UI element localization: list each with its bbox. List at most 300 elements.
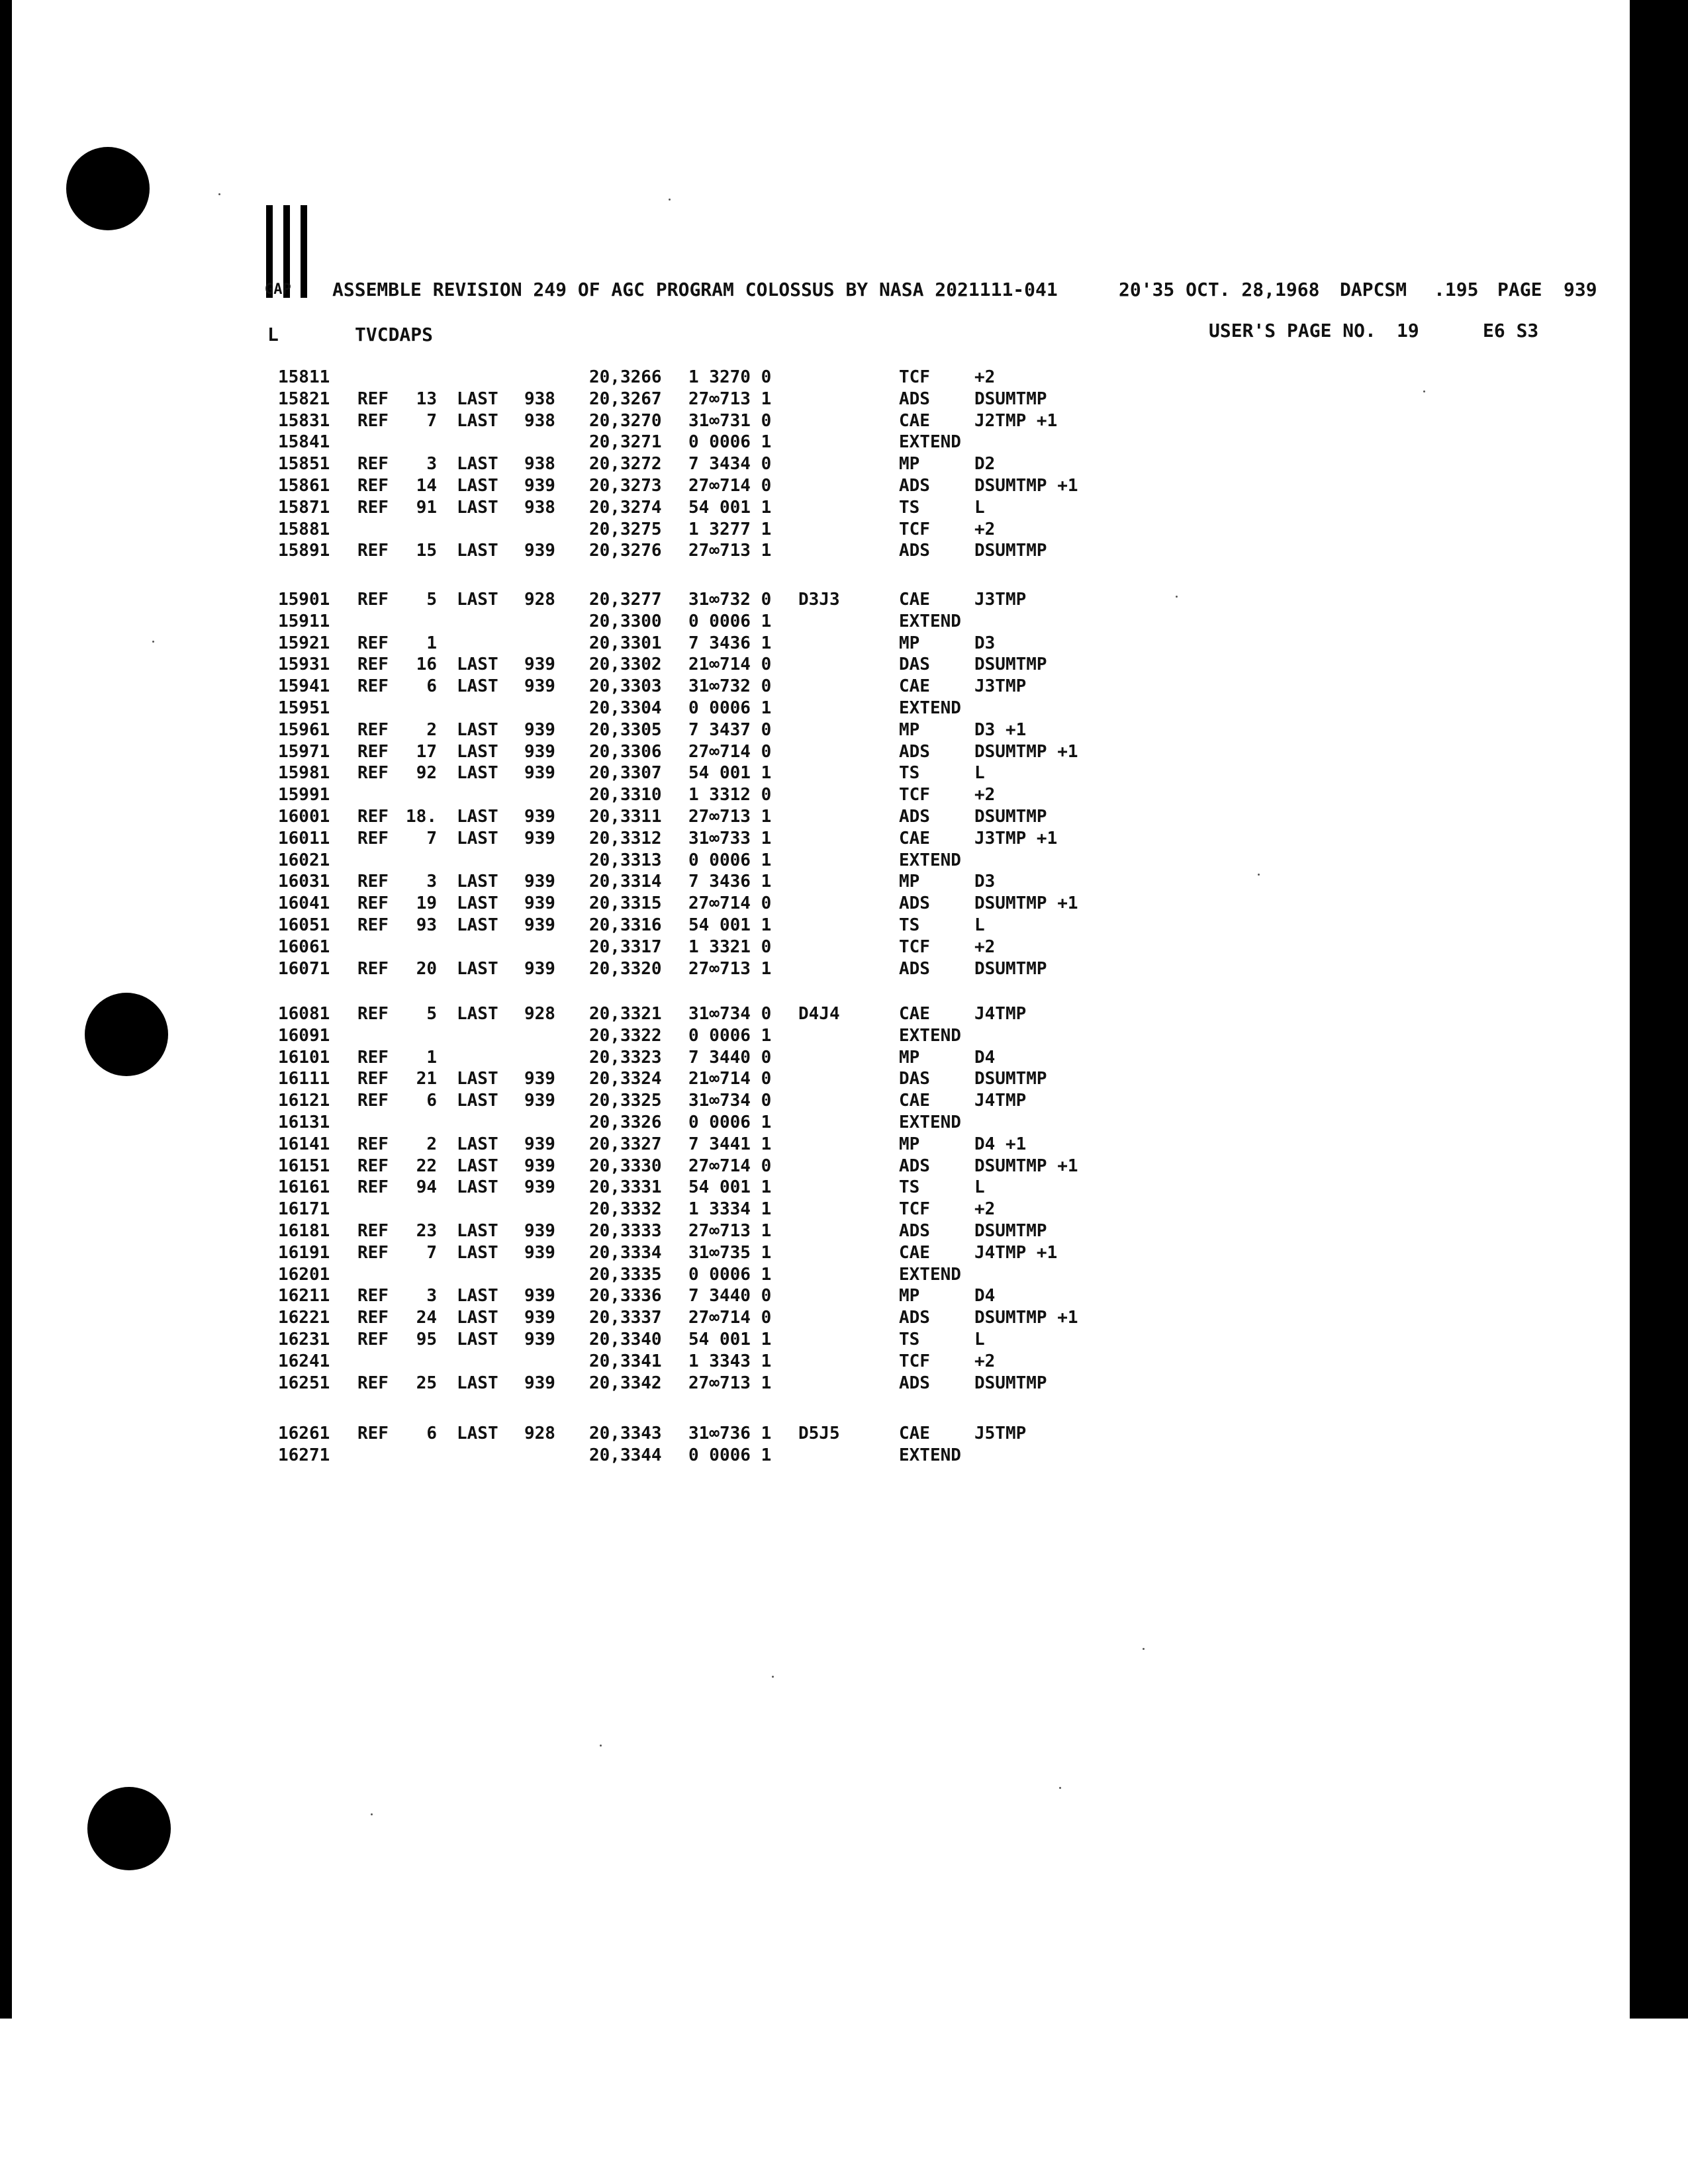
cell-addr: 20,3323 [589, 1047, 662, 1068]
cell-refn: 21 [416, 1069, 437, 1089]
cell-operand: DSUMTMP [974, 541, 1047, 561]
listing-row [0, 1112, 1125, 1133]
cell-addr: 20,3270 [589, 410, 662, 431]
cell-seq: 15921 [278, 633, 330, 653]
cell-operand: D4 [974, 1047, 996, 1068]
cell-last: LAST [457, 1221, 498, 1241]
cell-seq: 15891 [278, 541, 330, 561]
cell-lastn: 939 [524, 1286, 555, 1306]
cell-op: TCF [899, 519, 930, 539]
cell-operand: DSUMTMP [974, 807, 1047, 827]
cell-label: D5J5 [798, 1424, 840, 1443]
cell-seq: 15821 [278, 388, 330, 409]
cell-last: LAST [457, 763, 498, 784]
cell-operand: +2 [974, 785, 996, 805]
cell-refn: 5 [426, 1004, 437, 1024]
cell-last: LAST [457, 1330, 498, 1349]
cell-seq: 16211 [278, 1286, 330, 1306]
cell-code: 0 0006 1 [688, 1025, 772, 1046]
cell-addr: 20,3275 [589, 519, 662, 539]
listing-row [0, 676, 1125, 697]
listing-row [0, 915, 1125, 936]
cell-code: 27∞713 1 [688, 388, 772, 409]
cell-last: LAST [457, 541, 498, 561]
cell-last: LAST [457, 655, 498, 675]
cell-code: 31∞732 0 [688, 590, 772, 610]
page-label: PAGE [1497, 279, 1542, 300]
cell-operand: DSUMTMP [974, 1373, 1047, 1393]
listing-row [0, 1156, 1125, 1177]
cell-op: EXTEND [899, 611, 961, 631]
cell-code: 7 3436 1 [688, 633, 772, 653]
cell-operand: D3 [974, 633, 996, 653]
cell-code: 27∞713 1 [688, 1373, 772, 1393]
cell-op: TCF [899, 1351, 930, 1371]
cell-last: LAST [457, 719, 498, 740]
listing-row [0, 1199, 1125, 1220]
cell-code: 21∞714 0 [688, 1069, 772, 1089]
binder-hole-top [66, 147, 150, 230]
listing-row [0, 719, 1125, 741]
cell-addr: 20,3273 [589, 476, 662, 496]
cell-last: LAST [457, 1424, 498, 1443]
cell-code: 0 0006 1 [688, 1264, 772, 1285]
cell-ref: REF [357, 893, 389, 914]
cell-addr: 20,3302 [589, 655, 662, 675]
cell-op: TCF [899, 936, 930, 957]
cell-seq: 16261 [278, 1424, 330, 1443]
cell-seq: 16121 [278, 1091, 330, 1111]
cell-code: 31∞732 0 [688, 676, 772, 697]
cell-seq: 16061 [278, 936, 330, 957]
listing-row [0, 1445, 1125, 1466]
cell-lastn: 939 [524, 1373, 555, 1393]
cell-last: LAST [457, 1091, 498, 1111]
cell-refn: 20 [416, 958, 437, 979]
cell-refn: 3 [426, 454, 437, 475]
cell-lastn: 938 [524, 497, 555, 518]
scan-margin-bottom [0, 2019, 1688, 2184]
cell-refn: 3 [426, 1286, 437, 1306]
listing-row [0, 654, 1125, 675]
cell-lastn: 928 [524, 1004, 555, 1024]
cell-addr: 20,3335 [589, 1264, 662, 1285]
cell-refn: 94 [416, 1177, 437, 1198]
cell-code: 0 0006 1 [688, 850, 772, 870]
cell-op: ADS [899, 1373, 930, 1393]
listing-row [0, 589, 1125, 610]
cell-addr: 20,3344 [589, 1445, 662, 1465]
cell-refn: 16 [416, 655, 437, 675]
cell-seq: 16271 [278, 1445, 330, 1465]
cell-code: 31∞734 0 [688, 1091, 772, 1111]
cell-seq: 15811 [278, 367, 330, 387]
listing-row [0, 432, 1125, 453]
cell-code: 21∞714 0 [688, 655, 772, 675]
cell-last: LAST [457, 872, 498, 892]
cell-addr: 20,3342 [589, 1373, 662, 1393]
cell-addr: 20,3272 [589, 454, 662, 475]
cell-lastn: 939 [524, 476, 555, 496]
cell-addr: 20,3307 [589, 763, 662, 784]
cell-last: LAST [457, 454, 498, 475]
cell-ref: REF [357, 454, 389, 475]
cell-addr: 20,3300 [589, 611, 662, 631]
cell-code: 27∞713 1 [688, 807, 772, 827]
cell-refn: 19 [416, 893, 437, 914]
cell-refn: 6 [426, 1424, 437, 1443]
cell-ref: REF [357, 1047, 389, 1068]
cell-lastn: 939 [524, 541, 555, 561]
sheet-code: E6 S3 [1483, 320, 1539, 341]
cell-operand: J3TMP [974, 676, 1027, 697]
cell-lastn: 939 [524, 655, 555, 675]
cell-last: LAST [457, 1069, 498, 1089]
gap-mark: GAP [265, 281, 291, 298]
listing-row [0, 741, 1125, 762]
cell-operand: DSUMTMP [974, 1069, 1047, 1089]
cell-last: LAST [457, 590, 498, 610]
listing-row [0, 1329, 1125, 1350]
cell-last: LAST [457, 1373, 498, 1393]
cell-seq: 16201 [278, 1264, 330, 1285]
cell-ref: REF [357, 655, 389, 675]
cell-ref: REF [357, 476, 389, 496]
cell-last: LAST [457, 1004, 498, 1024]
cell-code: 0 0006 1 [688, 611, 772, 631]
cell-lastn: 928 [524, 590, 555, 610]
cell-last: LAST [457, 476, 498, 496]
cell-op: TS [899, 763, 920, 784]
cell-refn: 5 [426, 590, 437, 610]
cell-seq: 15931 [278, 655, 330, 675]
cell-addr: 20,3311 [589, 807, 662, 827]
revision: .195 [1434, 279, 1479, 300]
cell-code: 31∞736 1 [688, 1424, 772, 1443]
listing-row [0, 519, 1125, 540]
cell-seq: 16081 [278, 1004, 330, 1024]
cell-seq: 16191 [278, 1242, 330, 1263]
cell-last: LAST [457, 497, 498, 518]
cell-ref: REF [357, 388, 389, 409]
cell-op: ADS [899, 893, 930, 914]
cell-op: EXTEND [899, 432, 961, 453]
cell-code: 31∞731 0 [688, 410, 772, 431]
cell-code: 27∞714 0 [688, 476, 772, 496]
cell-addr: 20,3305 [589, 719, 662, 740]
cell-refn: 1 [426, 1047, 437, 1068]
cell-code: 31∞735 1 [688, 1242, 772, 1263]
cell-operand: L [974, 1177, 985, 1198]
listing-row [0, 698, 1125, 719]
cell-addr: 20,3337 [589, 1308, 662, 1328]
cell-seq: 16071 [278, 958, 330, 979]
cell-refn: 17 [416, 741, 437, 762]
page-number: 939 [1564, 279, 1597, 300]
cell-refn: 2 [426, 1134, 437, 1154]
cell-operand: D4 +1 [974, 1134, 1027, 1154]
cell-last: LAST [457, 388, 498, 409]
cell-addr: 20,3333 [589, 1221, 662, 1241]
cell-op: TCF [899, 1199, 930, 1220]
cell-addr: 20,3312 [589, 828, 662, 848]
cell-code: 31∞733 1 [688, 828, 772, 848]
log-section: TVCDAPS [355, 324, 434, 345]
cell-op: CAE [899, 410, 930, 431]
listing-row [0, 453, 1125, 475]
cell-operand: D3 [974, 872, 996, 892]
cell-addr: 20,3317 [589, 936, 662, 957]
cell-operand: DSUMTMP [974, 958, 1047, 979]
listing-row [0, 1285, 1125, 1306]
cell-lastn: 928 [524, 1424, 555, 1443]
cell-code: 1 3312 0 [688, 785, 772, 805]
cell-seq: 16041 [278, 893, 330, 914]
cell-lastn: 939 [524, 763, 555, 784]
cell-last: LAST [457, 893, 498, 914]
cell-op: ADS [899, 1221, 930, 1241]
listing-row [0, 762, 1125, 784]
cell-addr: 20,3301 [589, 633, 662, 653]
cell-seq: 15951 [278, 698, 330, 718]
cell-ref: REF [357, 1242, 389, 1263]
cell-op: EXTEND [899, 1445, 961, 1465]
listing-row [0, 936, 1125, 958]
cell-op: MP [899, 719, 920, 740]
cell-op: ADS [899, 541, 930, 561]
listing-row [0, 1351, 1125, 1372]
cell-lastn: 939 [524, 893, 555, 914]
cell-operand: J4TMP [974, 1091, 1027, 1111]
cell-ref: REF [357, 958, 389, 979]
cell-op: ADS [899, 1156, 930, 1176]
cell-lastn: 939 [524, 807, 555, 827]
cell-op: CAE [899, 590, 930, 610]
cell-addr: 20,3327 [589, 1134, 662, 1154]
cell-addr: 20,3330 [589, 1156, 662, 1176]
cell-addr: 20,3332 [589, 1199, 662, 1220]
listing-row [0, 1307, 1125, 1328]
cell-addr: 20,3274 [589, 497, 662, 518]
cell-code: 1 3334 1 [688, 1199, 772, 1220]
listing-row [0, 475, 1125, 496]
cell-last: LAST [457, 1308, 498, 1328]
cell-addr: 20,3271 [589, 432, 662, 453]
cell-refn: 23 [416, 1221, 437, 1241]
cell-refn: 91 [416, 497, 437, 518]
cell-lastn: 939 [524, 958, 555, 979]
cell-op: CAE [899, 1242, 930, 1263]
cell-code: 27∞714 0 [688, 1156, 772, 1176]
cell-seq: 16241 [278, 1351, 330, 1371]
cell-op: TS [899, 497, 920, 518]
cell-addr: 20,3325 [589, 1091, 662, 1111]
cell-seq: 16231 [278, 1330, 330, 1349]
cell-lastn: 939 [524, 1330, 555, 1349]
listing-row [0, 367, 1125, 388]
cell-op: ADS [899, 476, 930, 496]
cell-seq: 15841 [278, 432, 330, 453]
cell-seq: 16161 [278, 1177, 330, 1198]
cell-operand: DSUMTMP +1 [974, 476, 1078, 496]
cell-operand: D4 [974, 1286, 996, 1306]
cell-operand: L [974, 763, 985, 784]
cell-op: EXTEND [899, 698, 961, 718]
cell-ref: REF [357, 590, 389, 610]
cell-seq: 15941 [278, 676, 330, 697]
cell-addr: 20,3340 [589, 1330, 662, 1349]
cell-addr: 20,3306 [589, 741, 662, 762]
user-page-number: 19 [1397, 320, 1419, 341]
cell-seq: 15991 [278, 785, 330, 805]
cell-label: D4J4 [798, 1004, 840, 1024]
listing-row [0, 497, 1125, 518]
cell-last: LAST [457, 915, 498, 935]
cell-operand: DSUMTMP [974, 655, 1047, 675]
cell-code: 54 001 1 [688, 1330, 772, 1349]
cell-refn: 22 [416, 1156, 437, 1176]
listing-row [0, 1423, 1125, 1444]
cell-lastn: 939 [524, 1177, 555, 1198]
cell-seq: 15871 [278, 497, 330, 518]
cell-refn: 2 [426, 719, 437, 740]
cell-ref: REF [357, 1221, 389, 1241]
cell-operand: +2 [974, 367, 996, 387]
cell-code: 1 3270 0 [688, 367, 772, 387]
cell-code: 54 001 1 [688, 497, 772, 518]
cell-refn: 93 [416, 915, 437, 935]
cell-refn: 25 [416, 1373, 437, 1393]
listing-row [0, 1220, 1125, 1242]
cell-addr: 20,3324 [589, 1069, 662, 1089]
cell-addr: 20,3315 [589, 893, 662, 914]
cell-op: CAE [899, 1424, 930, 1443]
cell-code: 27∞713 1 [688, 1221, 772, 1241]
cell-ref: REF [357, 410, 389, 431]
cell-seq: 16051 [278, 915, 330, 935]
cell-ref: REF [357, 1308, 389, 1328]
listing-row [0, 540, 1125, 561]
cell-refn: 14 [416, 476, 437, 496]
cell-op: MP [899, 1047, 920, 1068]
cell-last: LAST [457, 1177, 498, 1198]
cell-refn: 7 [426, 410, 437, 431]
cell-code: 0 0006 1 [688, 698, 772, 718]
cell-op: TCF [899, 367, 930, 387]
cell-ref: REF [357, 1330, 389, 1349]
listing-row [0, 611, 1125, 632]
cell-seq: 16101 [278, 1047, 330, 1068]
cell-seq: 16111 [278, 1069, 330, 1089]
cell-addr: 20,3331 [589, 1177, 662, 1198]
cell-addr: 20,3266 [589, 367, 662, 387]
cell-ref: REF [357, 676, 389, 697]
cell-refn: 24 [416, 1308, 437, 1328]
cell-addr: 20,3341 [589, 1351, 662, 1371]
cell-lastn: 938 [524, 454, 555, 475]
cell-lastn: 938 [524, 388, 555, 409]
cell-ref: REF [357, 915, 389, 935]
cell-code: 1 3277 1 [688, 519, 772, 539]
cell-seq: 16001 [278, 807, 330, 827]
cell-lastn: 939 [524, 1221, 555, 1241]
cell-seq: 15901 [278, 590, 330, 610]
cell-op: DAS [899, 655, 930, 675]
cell-code: 7 3436 1 [688, 872, 772, 892]
cell-code: 54 001 1 [688, 1177, 772, 1198]
cell-operand: J2TMP +1 [974, 410, 1058, 431]
cell-seq: 15881 [278, 519, 330, 539]
cell-ref: REF [357, 541, 389, 561]
cell-ref: REF [357, 828, 389, 848]
listing-row [0, 388, 1125, 410]
cell-addr: 20,3316 [589, 915, 662, 935]
cell-seq: 15961 [278, 719, 330, 740]
cell-addr: 20,3276 [589, 541, 662, 561]
listing-row [0, 1242, 1125, 1263]
listing-row [0, 893, 1125, 914]
listing-row [0, 871, 1125, 892]
listing-row [0, 1025, 1125, 1046]
timestamp: 20'35 OCT. 28,1968 [1119, 279, 1320, 300]
cell-lastn: 939 [524, 1308, 555, 1328]
listing-row [0, 1264, 1125, 1285]
cell-lastn: 939 [524, 1091, 555, 1111]
cell-refn: 18. [406, 807, 437, 827]
cell-lastn: 939 [524, 1134, 555, 1154]
listing-row [0, 1134, 1125, 1155]
cell-code: 7 3440 0 [688, 1286, 772, 1306]
cell-lastn: 939 [524, 676, 555, 697]
cell-code: 1 3321 0 [688, 936, 772, 957]
cell-label: D3J3 [798, 590, 840, 610]
listing-row [0, 633, 1125, 654]
cell-op: MP [899, 1286, 920, 1306]
listing-row [0, 1047, 1125, 1068]
cell-op: CAE [899, 676, 930, 697]
cell-seq: 16221 [278, 1308, 330, 1328]
cell-seq: 16181 [278, 1221, 330, 1241]
cell-op: TS [899, 915, 920, 935]
cell-last: LAST [457, 1242, 498, 1263]
cell-addr: 20,3277 [589, 590, 662, 610]
scan-edge-right [1630, 0, 1688, 2019]
cell-op: EXTEND [899, 1113, 961, 1132]
cell-seq: 16091 [278, 1025, 330, 1046]
cell-operand: DSUMTMP +1 [974, 1308, 1078, 1328]
cell-refn: 1 [426, 633, 437, 653]
cell-addr: 20,3304 [589, 698, 662, 718]
user-page-label: USER'S PAGE NO. [1209, 320, 1376, 341]
cell-operand: L [974, 497, 985, 518]
cell-code: 7 3434 0 [688, 454, 772, 475]
cell-op: MP [899, 1134, 920, 1154]
listing-row [0, 850, 1125, 871]
cell-code: 0 0006 1 [688, 1445, 772, 1465]
cell-code: 27∞714 0 [688, 893, 772, 914]
cell-ref: REF [357, 741, 389, 762]
cell-seq: 16031 [278, 872, 330, 892]
cell-op: CAE [899, 828, 930, 848]
cell-ref: REF [357, 1286, 389, 1306]
cell-addr: 20,3320 [589, 958, 662, 979]
cell-ref: REF [357, 719, 389, 740]
cell-op: EXTEND [899, 1025, 961, 1046]
cell-code: 1 3343 1 [688, 1351, 772, 1371]
listing-row [0, 1373, 1125, 1394]
cell-op: EXTEND [899, 850, 961, 870]
cell-addr: 20,3343 [589, 1424, 662, 1443]
